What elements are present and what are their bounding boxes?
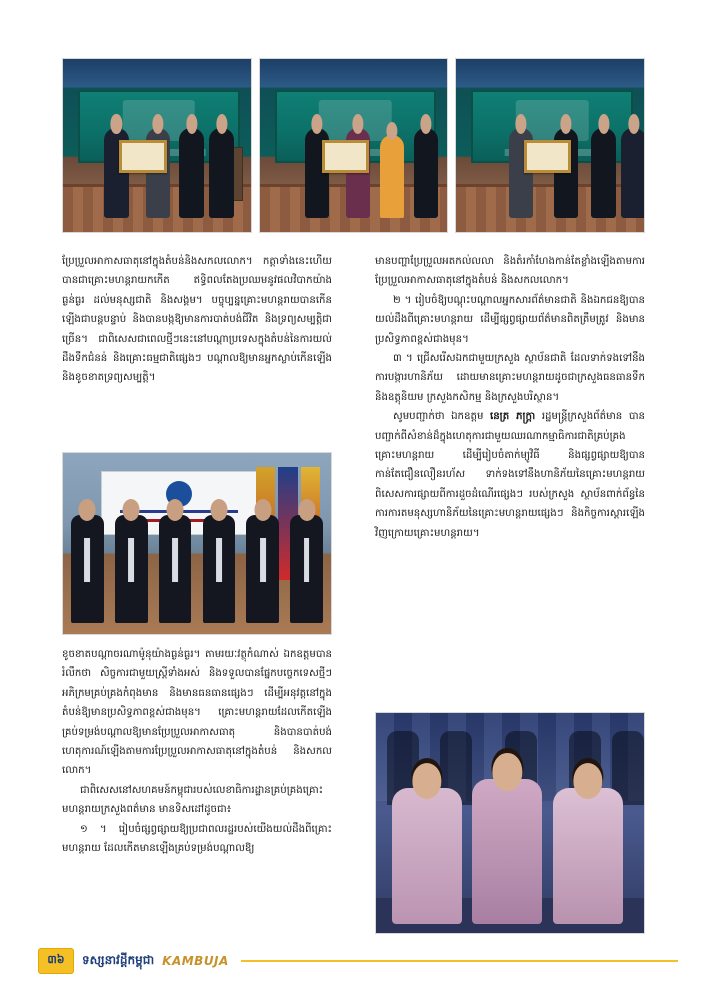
award-ceremony-photo-1 <box>62 58 252 233</box>
body-text-left-top <box>62 252 332 388</box>
magazine-title: ទស្សនាវដ្ដីកម្ពុជា <box>82 953 155 967</box>
person-figure <box>71 515 104 624</box>
paragraph-text: សូមបញ្ជាក់ថា ឯកឧត្តម នេត្រ ភក្ត្រា រដ្ឋមន្ត្រីក្រសួងព័ត៌មាន បានបញ្ជាក់ពីសំខាន់ដ៏ក្នុងហេតុការជាមួយឈរណាកម្មាធិការជាតិគ្រប់គ្រងគ្រោះមហន្តរាយ ដើម្បីរៀបចំតាក់ម្យូវិធី និងផ្សព្វផ្សាយឱ្យបានកាន់តែជឿនលឿនរហ័ស ទាក់ទងទៅនឹងហានិភ័យនៃគ្រោះមហន្តរាយ ពិសេសការផ្សាយពីការដួចដំណើរផ្សេងៗ របស់ក្រសួង ស្ថាប័នពាក់ព័ន្ធនៃការការតមនុស្សហានិភ័យនៃគ្រោះមហន្តរាយផ្សេងៗ និងកិច្ចការស្ដារឡើងវិញក្រោយគ្រោះមហន្តរាយ។ <box>375 411 645 539</box>
certificate-frame <box>322 140 369 174</box>
stage-backdrop <box>63 59 251 232</box>
paragraph: ២ ។ រៀបចំឱ្យបណ្តុះបណ្តាលអ្នកសារព័ត៌មានជាតិ និងឯកជនឱ្យបានយល់ដឹងពីគ្រោះមហន្តរាយ ដើម្បីផ្សព្វផ្សាយព័ត៌មានពិតត្រឹមត្រូវ និងមានប្រសិទ្ធភាពខ្ពស់ជាងមុន។ <box>375 294 645 345</box>
person-figure <box>591 128 615 218</box>
person-figure <box>159 515 192 624</box>
person-figure <box>115 515 148 624</box>
stage-backdrop <box>456 59 644 232</box>
person-figure <box>203 515 236 624</box>
page-footer <box>38 948 678 974</box>
person-figure <box>472 779 542 924</box>
person-figure <box>621 128 645 218</box>
page-number-badge: ៣៦ <box>38 948 74 974</box>
stage-backdrop <box>260 59 448 232</box>
person-figure <box>209 128 233 218</box>
body-text-right <box>375 252 645 543</box>
person-figure <box>553 788 623 924</box>
audience-photo-women <box>375 712 645 934</box>
award-ceremony-photo-3 <box>455 58 645 233</box>
footer-rule <box>241 960 678 962</box>
minister-name: នេត្រ ភក្ត្រា <box>489 411 536 423</box>
paragraph: ខូចខាតបណ្តាចរណាម៉ូនុយ៉ាងធ្ងន់ធ្ងរ។ តាមរយៈវត្ថុកំណាស់ ឯកឧត្តមបានរំលឹកថា សិច្ចការជាមួយស្ត្រីទាំងអស់ និងទទួលបានផ្នែកបច្ចេកទេសថ្មីៗ អភិក្រមគ្រប់គ្រងកំពុងមាន និងមានធនធានផ្សេងៗ ដើម្បីអនុវត្តនៅក្នុងតំបន់ឱ្យមានប្រសិទ្ធភាពខ្ពស់ជាងមុន។ គ្រោះមហន្តរាយដែលកើតឡើងគ្រប់ទម្រង់បណ្តាលឱ្យមានប្រែប្រួលអាកាសធាតុ និងបានបាត់បង់ហេតុការណ៍ឡើងតាមការប្រែប្រួលអាកាសធាតុនៅក្នុងតំបន់ និងសកលលោក។ <box>62 649 332 777</box>
person-figure <box>179 128 203 218</box>
photo-strip-top <box>62 58 645 233</box>
person-figure <box>246 515 279 624</box>
paragraph: មានបញ្ហាប្រែប្រួលអតកល់លលា និងតំរកាំហែងកាន់តែខ្លាំងឡើងតាមការប្រែប្រួលអាកាសធាតុនៅក្នុងតំបន់ និងសកលលោក។ <box>375 256 645 287</box>
paragraph: ៣ ។ ជ្រើសរើសឯកជាមួយក្រសួង ស្ថាប័នជាតិ ដែលទាក់ទងទៅនឹងការបង្ការហានិភ័យ ដោយមានគ្រោះមហន្តរាយដូចជាក្រសួងធនធានទឹក និងឧត្តុនិយម ក្រសួងកសិកម្ម និងក្រសួងបរិស្ថាន។ <box>375 353 645 403</box>
certificate-frame <box>119 140 166 174</box>
person-figure <box>380 135 404 218</box>
person-figure <box>392 788 462 924</box>
body-text-left-bottom <box>62 645 332 858</box>
paragraph-with-minister-name <box>375 407 645 543</box>
award-ceremony-photo-2 <box>259 58 449 233</box>
magazine-brand: KAMBUJA <box>162 954 229 968</box>
certificate-frame <box>524 140 571 174</box>
group-photo-delegates <box>62 452 332 635</box>
paragraph: ប្រែប្រួលអាកាសធាតុនៅក្នុងតំបន់និងសកលលោក។ កត្តាទាំងនេះហើយបានជាគ្រោះមហន្តរាយកកើត ឥទ្ធិពលតែងប្រឈមនូវផលវិបាកយ៉ាងធ្ងន់ធ្ងរ ដល់មនុស្សជាតិ និងសង្គម។ បច្ចុប្បន្នគ្រោះមហន្តរាយបានកើនឡើងជាបន្តបន្ទាប់ និងបានបង្កឱ្យមានការបាត់បង់ជីវិត និងទ្រព្យសម្បត្តិជាច្រើន។ ជាពិសេសជាពេលថ្មីៗនេះនៅបណ្តាប្រទេសក្នុងតំបន់នៃការយល់ដឹងទឹកជំនន់ និងគ្រោះធម្មជាតិផ្សេងៗ បណ្តាលឱ្យមានអ្នកស្លាប់កើនឡើង និងខូចខាតទ្រព្យសម្បត្តិ។ <box>62 256 332 384</box>
person-figure <box>414 128 438 218</box>
paragraph: ជាពិសេសនៅសហគមន៍កម្ពុជារបស់លេខាធិការដ្ឋានគ្រប់គ្រងគ្រោះមហន្តរាយក្រសួងពត៌មាន មានទិសដៅដូចជា៖ <box>62 784 324 816</box>
stage-carpet <box>456 184 644 232</box>
paragraph: ១ ។ រៀបចំផ្សព្វផ្សាយឱ្យប្រជាពលរដ្ឋរបស់យើងយល់ដឹងពីគ្រោះមហន្តរាយ ដែលកើតមានឡើងគ្រប់ទម្រង់បណ្តាលឱ្យ <box>62 823 332 855</box>
person-figure <box>290 515 323 624</box>
delegate-row <box>71 515 323 624</box>
